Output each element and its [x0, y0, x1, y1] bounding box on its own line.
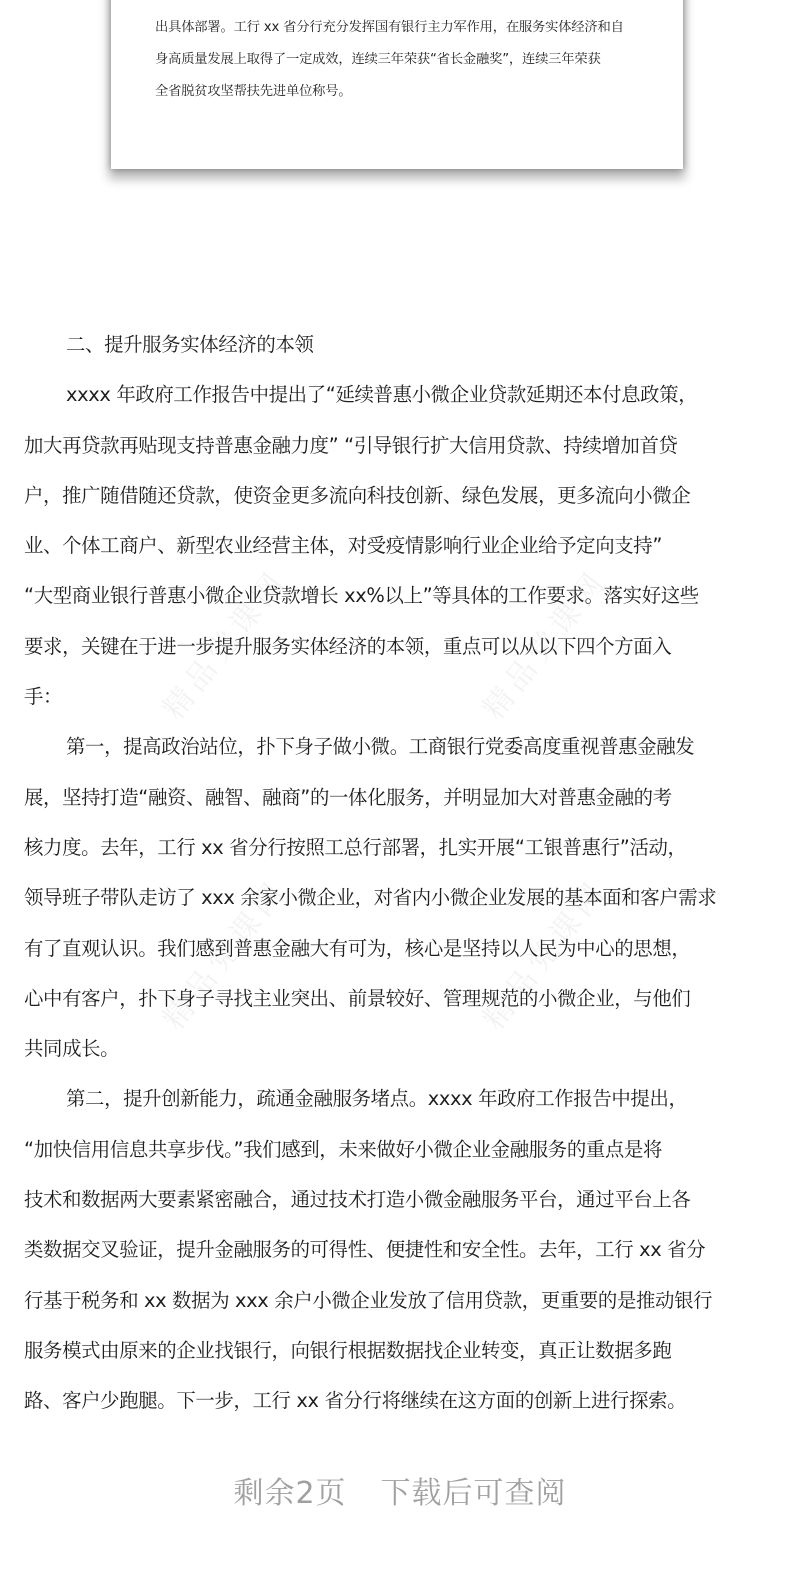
paragraph-second-point [24, 1074, 784, 1426]
paragraph-line: 技术和数据两大要素紧密融合，通过技术打造小微金融服务平台，通过平台上各 [24, 1188, 691, 1212]
paragraph-line: 行基于税务和 xx 数据为 xxx 余户小微企业发放了信用贷款，更重要的是推动银行 [24, 1288, 713, 1312]
watermark: 精品党课网 [476, 873, 615, 1037]
watermark: 精品党课网 [156, 873, 295, 1037]
remaining-pages-label: 剩余2页 [233, 1476, 347, 1511]
document-body [24, 320, 784, 1427]
paragraph-line: 手： [24, 685, 63, 709]
paragraph-line: 加大再贷款再贴现支持普惠金融力度” “引导银行扩大信用贷款、持续增加首贷 [24, 433, 678, 457]
paragraph-first-point [24, 722, 784, 1074]
paragraph-line: 业、个体工商户、新型农业经营主体，对受疫情影响行业企业给予定向支持” [24, 534, 663, 558]
paragraph-line: 有了直观认识。我们感到普惠金融大有可为，核心是坚持以人民为中心的思想， [24, 936, 691, 960]
card-line: 身高质量发展上取得了一定成效，连续三年荣获“省长金融奖”，连续三年荣获 [155, 52, 601, 67]
paragraph-line: 户，推广随借随还贷款，使资金更多流向科技创新、绿色发展，更多流向小微企 [24, 483, 691, 507]
previous-page-card [111, 0, 683, 169]
watermark: 精品党课网 [476, 563, 615, 727]
paragraph-line: “大型商业银行普惠小微企业贷款增长 xx%以上”等具体的工作要求。落实好这些 [24, 584, 699, 608]
paragraph-line: 要求，关键在于进一步提升服务实体经济的本领，重点可以从以下四个方面入 [24, 634, 672, 658]
download-prompt[interactable] [0, 1468, 800, 1512]
previous-page-text [155, 12, 655, 108]
paragraph-line: 类数据交叉验证，提升金融服务的可得性、便捷性和安全性。去年，工行 xx 省分 [24, 1238, 706, 1262]
paragraph-line: 服务模式由原来的企业找银行，向银行根据数据找企业转变，真正让数据多跑 [24, 1338, 672, 1362]
paragraph-line: “加快信用信息共享步伐。”我们感到，未来做好小微企业金融服务的重点是将 [24, 1137, 663, 1161]
paragraph-intro [24, 370, 784, 722]
paragraph-line: 展，坚持打造“融资、融智、融商”的一体化服务，并明显加大对普惠金融的考 [24, 785, 672, 809]
download-hint-label: 下载后可查阅 [380, 1476, 567, 1511]
watermark: 精品党课网 [156, 563, 295, 727]
paragraph-line: xxxx 年政府工作报告中提出了“延续普惠小微企业贷款延期还本付息政策， [66, 383, 698, 407]
paragraph-line: 共同成长。 [24, 1037, 120, 1061]
paragraph-line: 领导班子带队走访了 xxx 余家小微企业，对省内小微企业发展的基本面和客户需求 [24, 886, 717, 910]
paragraph-line: 核力度。去年，工行 xx 省分行按照工总行部署，扎实开展“工银普惠行”活动， [24, 835, 687, 859]
section-heading: 二、提升服务实体经济的本领 [66, 333, 314, 356]
paragraph-line: 第一，提高政治站位，扑下身子做小微。工商银行党委高度重视普惠金融发 [66, 735, 695, 759]
paragraph-line: 心中有客户，扑下身子寻找主业突出、前景较好、管理规范的小微企业，与他们 [24, 986, 691, 1010]
card-line: 出具体部署。工行 xx 省分行充分发挥国有银行主力军作用，在服务实体经济和自 [155, 20, 624, 35]
paragraph-line: 第二，提升创新能力，疏通金融服务堵点。xxxx 年政府工作报告中提出， [66, 1087, 688, 1111]
paragraph-line: 路、客户少跑腿。下一步，工行 xx 省分行将继续在这方面的创新上进行探索。 [24, 1389, 687, 1413]
card-line: 全省脱贫攻坚帮扶先进单位称号。 [155, 84, 352, 99]
